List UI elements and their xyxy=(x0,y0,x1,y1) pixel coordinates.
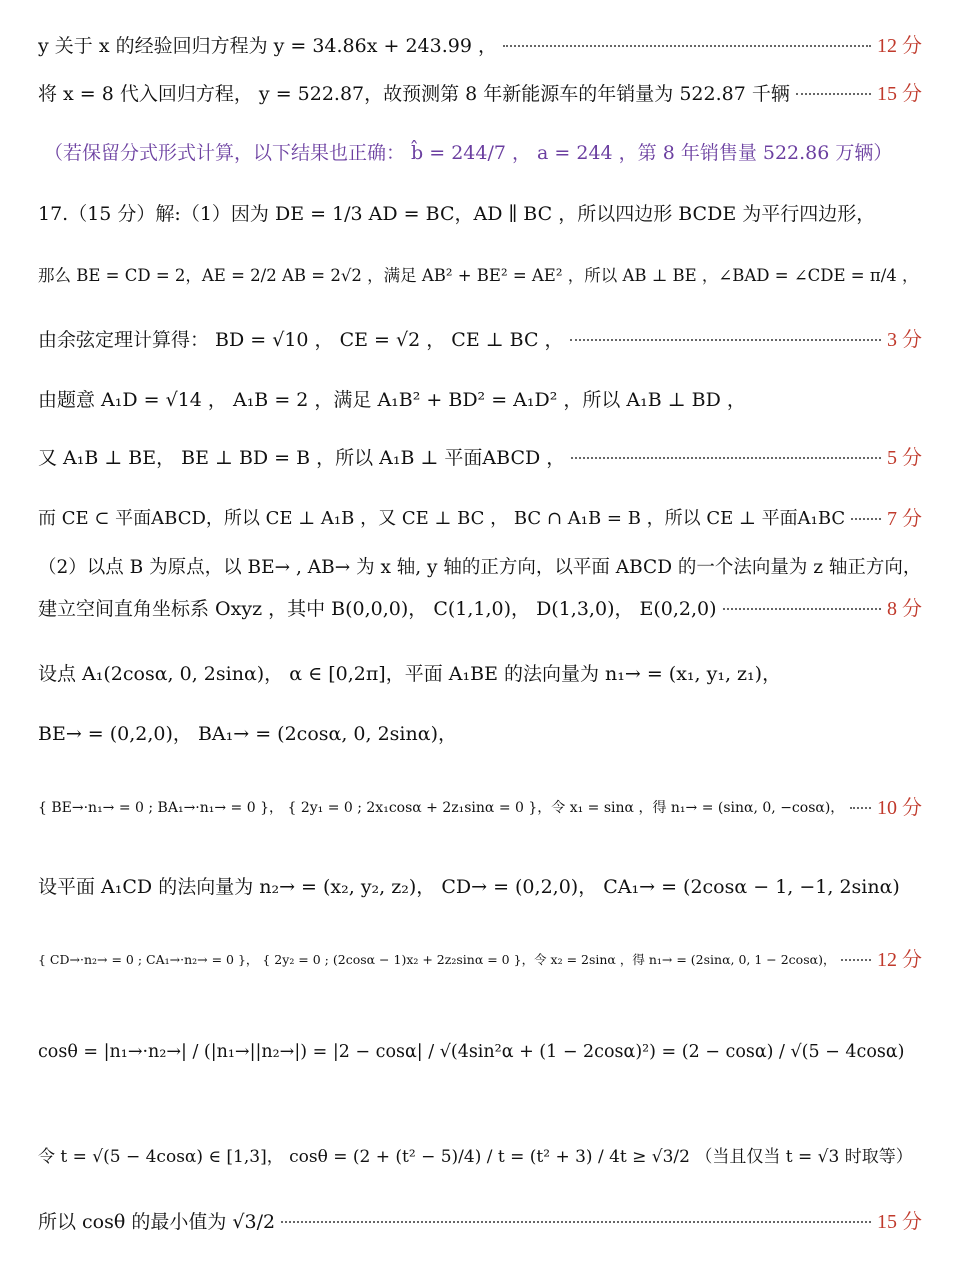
score-mark: 3 分 xyxy=(887,329,922,351)
line-text: { CD→·n₂→ = 0 ; CA₁→·n₂→ = 0 }， { 2y₂ = 0 ; (2cosα − 1)x₂ + 2z₂sinα = 0 }，令 x₂ = 2sinα ，得 n₁→ = (2sinα, 0, 1 − 2cosα)， xyxy=(38,952,836,967)
leader-dots xyxy=(503,45,871,47)
line-text: （2）以点 B 为原点，以 BE→ , AB→ 为 x 轴, y 轴的正方向，以平面 ABCD 的一个法向量为 z 轴正方向， xyxy=(38,557,922,578)
leader-dots xyxy=(571,457,881,459)
leader-dots xyxy=(841,959,871,961)
leader-dots xyxy=(281,1221,871,1223)
score-mark: 15 分 xyxy=(877,1211,922,1233)
line-text: 又 A₁B ⊥ BE， BE ⊥ BD = B ，所以 A₁B ⊥ 平面ABCD ， xyxy=(38,447,566,469)
solution-line-11 xyxy=(38,597,922,621)
line-text: 所以 cosθ 的最小值为 √3/2 xyxy=(38,1211,276,1233)
solution-line-14 xyxy=(38,796,922,820)
line-text: 而 CE ⊂ 平面ABCD，所以 CE ⊥ A₁B ，又 CE ⊥ BC ， BC ∩ A₁B = B ，所以 CE ⊥ 平面A₁BC xyxy=(38,508,846,529)
line-text: 由余弦定理计算得： BD = √10 ， CE = √2 ， CE ⊥ BC ， xyxy=(38,329,564,351)
leader-dots xyxy=(851,518,881,520)
solution-line-8 xyxy=(38,446,922,470)
solution-line-6 xyxy=(38,328,922,352)
solution-line-9 xyxy=(38,507,922,531)
line-text: BE→ = (0,2,0)， BA₁→ = (2cosα, 0, 2sinα)， xyxy=(38,723,457,745)
solution-line-18 xyxy=(38,1145,922,1169)
line-text: { BE→·n₁→ = 0 ; BA₁→·n₁→ = 0 }， { 2y₁ = 0 ; 2x₁cosα + 2z₁sinα = 0 }，令 x₁ = sinα ，得 n₁→ = (sinα, 0, −cosα)， xyxy=(38,800,845,816)
score-mark: 8 分 xyxy=(887,598,922,620)
line-text: 建立空间直角坐标系 Oxyz ，其中 B(0,0,0)， C(1,1,0)， D(1,3,0)， E(0,2,0) xyxy=(38,598,717,620)
solution-line-5 xyxy=(38,264,922,288)
solution-line-4 xyxy=(38,202,922,226)
line-text: 令 t = √(5 − 4cosα) ∈ [1,3]， cosθ = (2 + (t² − 5)/4) / t = (t² + 3) / 4t ≥ √3/2 （当且仅当 t = √3 时取等） xyxy=(38,1147,913,1167)
solution-line-1 xyxy=(38,34,922,58)
leader-dots xyxy=(723,608,881,610)
solution-line-13 xyxy=(38,722,922,746)
solution-line-15 xyxy=(38,875,922,899)
fraction-note: （若保留分式形式计算，以下结果也正确： b̂ = 244/7 ， a = 244 ，第 8 年销售量 522.86 万辆） xyxy=(44,142,893,164)
score-mark: 7 分 xyxy=(887,508,922,530)
score-mark: 15 分 xyxy=(877,83,922,105)
leader-dots xyxy=(570,339,881,341)
leader-dots xyxy=(796,93,871,95)
leader-dots xyxy=(850,807,871,809)
line-text: 由题意 A₁D = √14 ， A₁B = 2 ，满足 A₁B² + BD² = A₁D² ，所以 A₁B ⊥ BD ， xyxy=(38,389,746,411)
line-text: 设点 A₁(2cosα, 0, 2sinα)， α ∈ [0,2π]，平面 A₁BE 的法向量为 n₁→ = (x₁, y₁, z₁)， xyxy=(38,663,782,685)
solution-line-19 xyxy=(38,1210,922,1234)
solution-line-17 xyxy=(38,1040,922,1064)
solution-line-10 xyxy=(38,556,922,580)
line-text: cosθ = |n₁→·n₂→| / (|n₁→||n₂→|) = |2 − cosα| / √(4sin²α + (1 − 2cosα)²) = (2 − cosα) / √(5 − 4cosα) xyxy=(38,1042,905,1062)
score-mark: 12 分 xyxy=(877,35,922,57)
solution-line-2 xyxy=(38,82,922,106)
score-mark: 10 分 xyxy=(877,797,922,819)
score-mark: 5 分 xyxy=(887,447,922,469)
line-text: y 关于 x 的经验回归方程为 y = 34.86x + 243.99 ， xyxy=(38,35,497,57)
solution-line-7 xyxy=(38,388,922,412)
line-text: 将 x = 8 代入回归方程， y = 522.87，故预测第 8 年新能源车的年销量为 522.87 千辆 xyxy=(38,83,790,105)
line-text: 17.（15 分）解:（1）因为 DE = 1/3 AD = BC，AD ∥ BC ，所以四边形 BCDE 为平行四边形， xyxy=(38,203,876,225)
score-mark: 12 分 xyxy=(877,949,922,971)
solution-line-16 xyxy=(38,948,922,972)
solution-line-12 xyxy=(38,662,922,686)
line-text: 设平面 A₁CD 的法向量为 n₂→ = (x₂, y₂, z₂)， CD→ = (0,2,0)， CA₁→ = (2cosα − 1, −1, 2sinα) xyxy=(38,876,900,898)
line-text: 那么 BE = CD = 2，AE = 2/2 AB = 2√2 ，满足 AB² + BE² = AE² ，所以 AB ⊥ BE ，∠BAD = ∠CDE = π/4 ， xyxy=(38,266,919,285)
